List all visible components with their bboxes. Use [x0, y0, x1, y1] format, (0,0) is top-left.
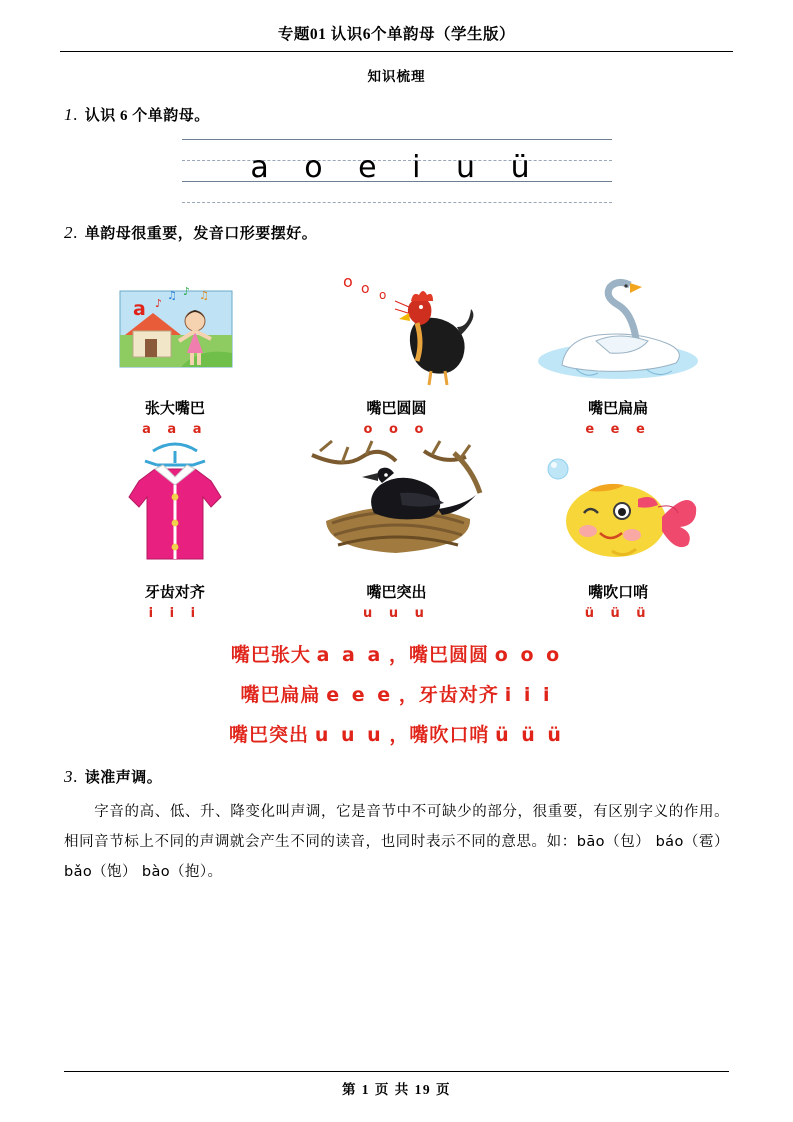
- item-text: 单韵母很重要，发音口形要摆好。: [84, 226, 318, 242]
- grid-line-bottom: [182, 202, 612, 203]
- chant-text: ，嘴巴圆圆: [389, 645, 490, 666]
- svg-text:a: a: [132, 298, 146, 320]
- chant-pinyin: ü ü ü: [495, 724, 564, 746]
- chant-line: [64, 720, 729, 747]
- chant-pinyin: o o o: [494, 644, 563, 666]
- chant-text: ，嘴吹口哨: [389, 725, 490, 746]
- item-number: 2.: [64, 223, 79, 242]
- item-number: 1.: [64, 105, 79, 124]
- picture-cell: [64, 443, 286, 621]
- item-text: 读准声调。: [84, 770, 163, 786]
- picture-caption: 嘴吹口哨: [588, 584, 649, 601]
- picture-cell: [286, 259, 508, 437]
- chant-pinyin: a a a: [316, 644, 384, 666]
- chant-text: 嘴巴张大: [230, 645, 311, 666]
- picture-cell: [64, 259, 286, 437]
- chant-text: 嘴巴扁扁: [240, 685, 321, 706]
- goose-icon: [507, 259, 729, 391]
- picture-caption: 嘴巴扁扁: [588, 400, 649, 417]
- picture-pinyin: ü ü ü: [584, 606, 652, 621]
- page-number: 第 1 页 共 19 页: [341, 1082, 452, 1097]
- picture-cell: [507, 443, 729, 621]
- fish-icon: [507, 443, 729, 575]
- paragraph-text: 字音的高、低、升、降变化叫声调，它是音节中不可缺少的部分，很重要，有区别字义的作用。相同音节标上不同的声调就会产生不同的读音，也同时表示不同的意思。如：: [64, 804, 729, 850]
- chant-pinyin: u u u: [314, 724, 384, 746]
- item-text: 认识 6 个单韵母。: [84, 108, 210, 124]
- picture-grid: [64, 259, 729, 627]
- clothes-icon: [64, 443, 286, 575]
- picture-pinyin: u u u: [363, 606, 430, 621]
- picture-pinyin: e e e: [585, 422, 651, 437]
- footer-divider: [64, 1071, 729, 1072]
- picture-cell: [286, 443, 508, 621]
- svg-text:♫: ♫: [166, 289, 177, 302]
- picture-pinyin: i i i: [148, 606, 202, 621]
- svg-text:o: o: [379, 288, 387, 302]
- picture-caption: 嘴巴突出: [366, 584, 427, 601]
- header-divider: [60, 51, 733, 52]
- svg-text:♪: ♪: [182, 285, 190, 298]
- svg-text:o: o: [361, 281, 371, 297]
- picture-cell: [507, 259, 729, 437]
- picture-caption: 牙齿对齐: [144, 584, 205, 601]
- section-title: 知识梳理: [367, 69, 426, 84]
- vowel-letters: a o e i u ü: [250, 150, 543, 185]
- chant-line: [64, 640, 729, 667]
- page-footer: [0, 1071, 793, 1098]
- grid-line-top: [182, 139, 612, 140]
- picture-pinyin: a a a: [142, 422, 208, 437]
- paragraph-examples: bāo（包） báo（雹） bǎo（饱） bào（抱）。: [64, 834, 729, 880]
- svg-text:♪: ♪: [154, 297, 162, 310]
- crow-nest-icon: [286, 443, 508, 575]
- chant-line: [64, 680, 729, 707]
- list-item: [64, 766, 729, 787]
- picture-caption: 嘴巴圆圆: [366, 400, 427, 417]
- item-number: 3.: [64, 767, 79, 786]
- chant-pinyin: e e e: [326, 684, 394, 706]
- picture-caption: 张大嘴巴: [144, 400, 205, 417]
- svg-text:♫: ♫: [198, 289, 209, 302]
- svg-text:o: o: [343, 272, 354, 291]
- page-title: 专题01 认识6个单韵母（学生版）: [277, 26, 516, 43]
- chant-pinyin: i i i: [504, 684, 553, 706]
- vowel-four-line-board: [182, 139, 612, 203]
- rooster-icon: [286, 259, 508, 391]
- list-item: [64, 104, 729, 125]
- list-item: [64, 222, 729, 243]
- picture-pinyin: o o o: [363, 422, 430, 437]
- girl-singing-icon: [64, 259, 286, 391]
- body-paragraph: [64, 797, 729, 887]
- chant-text: 嘴巴突出: [229, 725, 310, 746]
- chant-text: ，牙齿对齐: [398, 685, 499, 706]
